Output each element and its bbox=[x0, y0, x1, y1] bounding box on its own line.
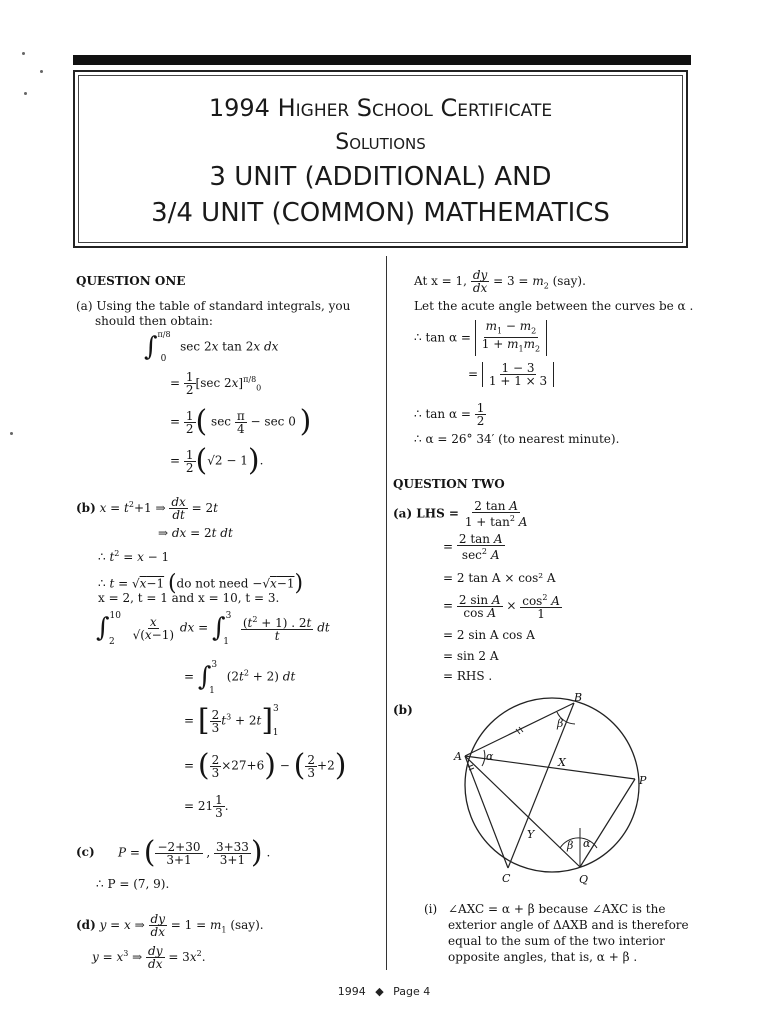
q1d-tan-1: ∴ tan α = $\frac{m_1 - m_2}{1 + m_1m_2}$ bbox=[414, 320, 547, 356]
q1b-step-2: = [ $\frac{2}{3}$ $t^3 + 2t]^3_1$ bbox=[184, 703, 279, 738]
q1c-result: ∴ P = (7, 9). bbox=[96, 877, 170, 891]
scan-speck bbox=[40, 70, 43, 73]
q2a-line-5: = 2 sin A cos A bbox=[443, 628, 535, 642]
chord-ac bbox=[465, 756, 508, 868]
q2a-line-1: (a) LHS = $\frac{\text{2 tan A}}{1 + \tan^2 A}$ bbox=[393, 499, 528, 529]
q1d-alpha-result: α = 26° 34′ (to nearest minute). bbox=[425, 432, 620, 446]
title-line-2: Solutions bbox=[335, 130, 426, 155]
q1b-final: = 21 $\frac{1}{3}$ . bbox=[184, 793, 229, 820]
scan-speck bbox=[24, 92, 27, 95]
q1a-step-1: = $\frac{1}{2}$ [sec 2x]$^{\pi/8}_0$ bbox=[170, 370, 262, 397]
question-two-heading: QUESTION TWO bbox=[393, 477, 505, 491]
q1d-at-x1-text: At x = 1, bbox=[414, 274, 467, 288]
q1c-line bbox=[76, 845, 95, 859]
q1c-expr: P = ( $\frac{-2+30}{3+1}$ , $\frac{3+33}{3+1}$ ) . bbox=[118, 835, 271, 870]
q2a-line-6: = sin 2 A bbox=[443, 649, 499, 663]
q1b-line-3: ∴ $t^2 = x - 1$ bbox=[98, 549, 170, 564]
label-p: P bbox=[639, 774, 647, 787]
q2bi-line-3: equal to the sum of the two interior bbox=[448, 934, 665, 948]
q1b-not-needed: do not need bbox=[176, 576, 249, 591]
q1d-label: (d) bbox=[76, 918, 96, 932]
q2b-label: (b) bbox=[393, 703, 413, 717]
chord-qp bbox=[580, 779, 635, 867]
scan-speck bbox=[10, 432, 13, 435]
q2a-label: (a) LHS = bbox=[393, 506, 459, 521]
q1b-step-1: = ∫$^3_1$ $(2t^2 + 2)$ dt bbox=[184, 659, 296, 696]
footer-year: 1994 bbox=[337, 985, 366, 998]
column-divider bbox=[386, 256, 387, 970]
label-beta-q: β bbox=[567, 839, 574, 852]
q1d-say-1: (say). bbox=[230, 918, 264, 932]
q2a-line-3: = 2 tan A × cos² A bbox=[443, 571, 556, 585]
label-beta-b: β bbox=[557, 717, 564, 730]
q2bi-line-2: exterior angle of ΔAXB and is therefore bbox=[448, 918, 689, 932]
q1d-at-x1: At x = 1, $\frac{dy}{dx}$ = $3 = m_2$ (say). bbox=[414, 268, 586, 295]
label-a: A bbox=[454, 750, 462, 763]
footer-page: Page 4 bbox=[393, 985, 431, 998]
q1d-alpha-line: ∴ α = 26° 34′ (to nearest minute). bbox=[414, 432, 620, 446]
label-c: C bbox=[502, 872, 511, 885]
label-q: Q bbox=[579, 873, 589, 886]
label-b: B bbox=[574, 691, 583, 704]
q1d-tan-2: = $\frac{1 - 3}{1 + 1 \times 3}$ bbox=[468, 362, 554, 387]
q1b-limits: x = 2, t = 1 and x = 10, t = 3. bbox=[98, 591, 280, 605]
circle bbox=[465, 698, 639, 872]
q2bi-line-1: ∠AXC = α + β because ∠AXC is the bbox=[448, 902, 666, 916]
question-one-heading: QUESTION ONE bbox=[76, 274, 186, 288]
circle-diagram bbox=[440, 690, 660, 890]
q1d-say-2: (say). bbox=[552, 274, 586, 288]
q2a-line-7: = RHS . bbox=[443, 669, 493, 683]
q1d-line-2: $y = x^3$ ⇒ $\frac{dy}{dx}$ = $3x^2$. bbox=[92, 944, 206, 971]
label-alpha-a: α bbox=[486, 750, 494, 763]
q2bi-label: (i) bbox=[424, 902, 438, 916]
q1d-acute-text: Let the acute angle between the curves be α . bbox=[414, 299, 694, 313]
label-x: X bbox=[558, 756, 566, 769]
q1b-line-2: ⇒ dx = 2t dt bbox=[158, 526, 233, 540]
q1a-step-2: = $\frac{1}{2}$ ( sec $\frac{\pi}{4}$ − sec 0 ) bbox=[170, 404, 312, 439]
q1b-line-4: ∴ t = √x−1 (do not need −√x−1) bbox=[98, 571, 304, 596]
q1d-tan-3: ∴ tan α = $\frac{1}{2}$ bbox=[414, 401, 485, 428]
q2a-line-2: = $\frac{\text{2 tan A}}{\sec^2 A}$ bbox=[443, 532, 503, 562]
q1a-intro-2: should then obtain: bbox=[95, 314, 213, 328]
angle-arc-q bbox=[560, 838, 597, 848]
q1a-intro-1: (a) Using the table of standard integrals, you bbox=[76, 299, 351, 313]
q1c-label: (c) bbox=[76, 845, 95, 859]
title-box bbox=[73, 70, 688, 248]
q1b-final-text: = 21 bbox=[184, 799, 214, 813]
scan-speck bbox=[22, 52, 25, 55]
q2bi-line-4: opposite angles, that is, α + β . bbox=[448, 950, 638, 964]
title-line-4: 3/4 UNIT (COMMON) MATHEMATICS bbox=[151, 198, 610, 228]
title-line-1: 1994 Higher School Certificate bbox=[208, 94, 553, 122]
q1a-step-3: = $\frac{1}{2}$ (√2 − 1). bbox=[170, 443, 264, 478]
q1b-label: (b) bbox=[76, 501, 96, 515]
q1b-integral: ∫$^{10}_2$ $\frac{x}{√(x-1)}$ dx = ∫$^3_1$ $\frac{(t^2 + 1) . 2t}{t}$ dt bbox=[96, 610, 330, 647]
header-rule bbox=[73, 55, 691, 65]
label-y: Y bbox=[527, 828, 535, 841]
page-footer bbox=[0, 985, 768, 998]
title-line-3: 3 UNIT (ADDITIONAL) AND bbox=[209, 162, 552, 192]
q1b-step-3: = ( $\frac{2}{3}$ ×27+6) − ( $\frac{2}{3}$ +2) bbox=[184, 748, 347, 783]
footer-bullet: ◆ bbox=[375, 985, 384, 998]
q1d-line-1: (d) y = x ⇒ $\frac{dy}{dx}$ = $1 = m_1$ (say). bbox=[76, 912, 264, 939]
label-alpha-q: α bbox=[583, 837, 591, 850]
q1b-line-1: (b) $x = t^2+1$ ⇒ $\frac{dx}{dt}$ = 2t bbox=[76, 495, 218, 522]
q1a-integral: ∫$^{\pi/8}_0$ sec 2x tan 2x dx bbox=[144, 329, 279, 364]
chord-aq bbox=[465, 756, 580, 867]
q2a-line-4: = $\frac{\text{2 sin A}}{\text{cos A}}$ × $\frac{\cos^2 A}{1}$ bbox=[443, 592, 560, 621]
